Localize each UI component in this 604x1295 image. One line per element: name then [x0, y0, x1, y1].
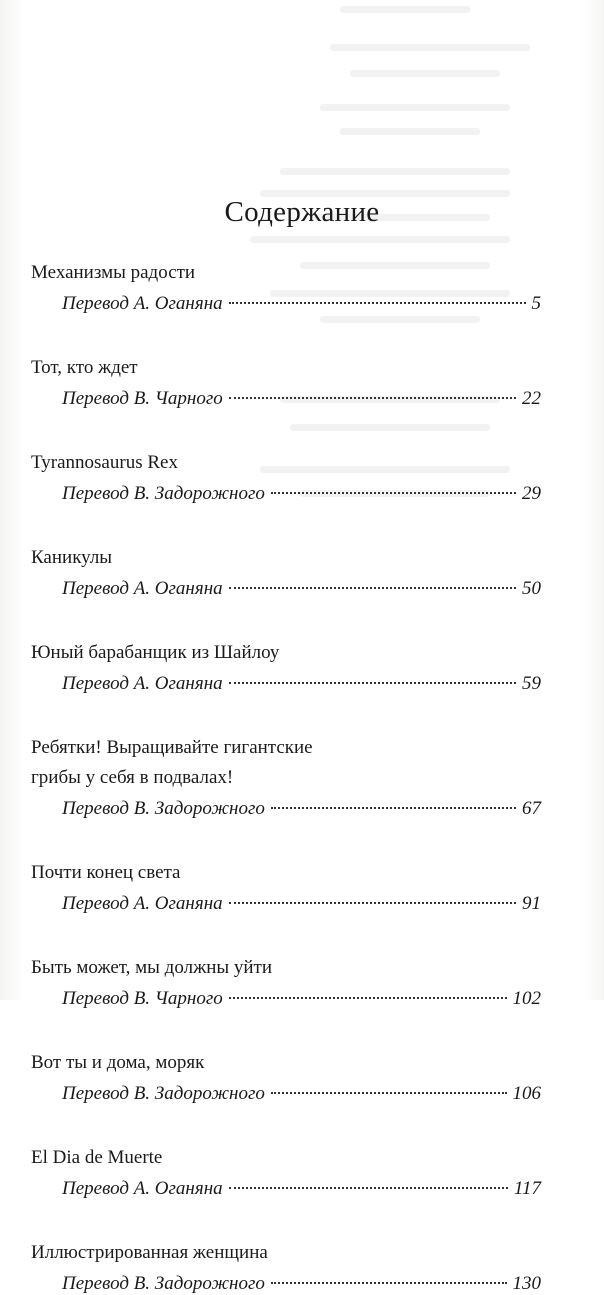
toc-entry-title: Каникулы: [31, 547, 113, 568]
toc-entry-translator: Перевод В. Задорожного: [62, 798, 265, 819]
toc-entry-title: Юный барабанщик из Шайлоу: [31, 642, 280, 663]
toc-entry-page-number: 5: [531, 293, 541, 314]
page-title: Содержание: [224, 196, 380, 228]
toc-entry-translator: Перевод В. Задорожного: [62, 483, 265, 504]
toc-entry-page-number: 29: [522, 483, 541, 504]
toc-entry-translator-line: [62, 1178, 541, 1200]
dot-leader: [229, 1187, 508, 1189]
toc-entry-page-number: 117: [513, 1178, 541, 1199]
dot-leader: [229, 682, 516, 684]
toc-entry-translator-line: [62, 1273, 541, 1295]
dot-leader: [229, 587, 516, 589]
toc-entry-page-number: 106: [512, 1083, 541, 1104]
toc-entry-translator: Перевод В. Чарного: [62, 388, 223, 409]
toc-entry-translator: Перевод А. Оганяна: [62, 893, 223, 914]
dot-leader: [229, 997, 507, 999]
toc-entry-title: грибы у себя в подвалах!: [31, 767, 234, 788]
toc-entry-translator-line: [62, 1083, 541, 1105]
toc-entry-title: Вот ты и дома, моряк: [31, 1052, 205, 1073]
toc-entry-translator: Перевод В. Задорожного: [62, 1273, 265, 1294]
toc-entry-page-number: 130: [512, 1273, 541, 1294]
toc-entry-page-number: 91: [522, 893, 541, 914]
toc-entry-translator: Перевод А. Оганяна: [62, 673, 223, 694]
toc-entry-title: Ребятки! Выращивайте гигантские: [31, 737, 313, 758]
dot-leader: [271, 1092, 507, 1094]
toc-entry-translator: Перевод А. Оганяна: [62, 293, 223, 314]
toc-entry-title: Механизмы радости: [31, 262, 196, 283]
dot-leader: [229, 302, 526, 304]
toc-entry-title: Быть может, мы должны уйти: [31, 957, 273, 978]
toc-entry-page-number: 50: [522, 578, 541, 599]
toc-entry-translator: Перевод А. Оганяна: [62, 1178, 223, 1199]
toc-entry-title: Почти конец света: [31, 862, 181, 883]
toc-entry-title: Иллюстрированная женщина: [31, 1242, 268, 1263]
toc-entry-translator-line: [62, 293, 541, 315]
toc-entry-translator-line: [62, 578, 541, 600]
toc-entry-page-number: 102: [512, 988, 541, 1009]
toc-entry-translator: Перевод В. Чарного: [62, 988, 223, 1009]
toc-entry-translator-line: [62, 673, 541, 695]
toc-entry-translator-line: [62, 388, 541, 410]
toc-entry-title: Тот, кто ждет: [31, 357, 138, 378]
toc-entry-translator-line: [62, 988, 541, 1010]
dot-leader: [271, 1282, 507, 1284]
dot-leader: [229, 397, 516, 399]
toc-entry-translator: Перевод А. Оганяна: [62, 578, 223, 599]
toc-entry-page-number: 22: [522, 388, 541, 409]
dot-leader: [271, 807, 516, 809]
toc-entry-translator-line: [62, 893, 541, 915]
toc-entry-translator-line: [62, 798, 541, 820]
dot-leader: [229, 902, 516, 904]
toc-entry-translator-line: [62, 483, 541, 505]
toc-entry-title: El Dia de Muerte: [31, 1147, 163, 1168]
bleed-through-text: [190, 0, 590, 520]
toc-entry-translator: Перевод В. Задорожного: [62, 1083, 265, 1104]
toc-entry-title: Tyrannosaurus Rex: [31, 452, 178, 473]
toc-entry-page-number: 59: [522, 673, 541, 694]
dot-leader: [271, 492, 516, 494]
toc-entry-page-number: 67: [522, 798, 541, 819]
